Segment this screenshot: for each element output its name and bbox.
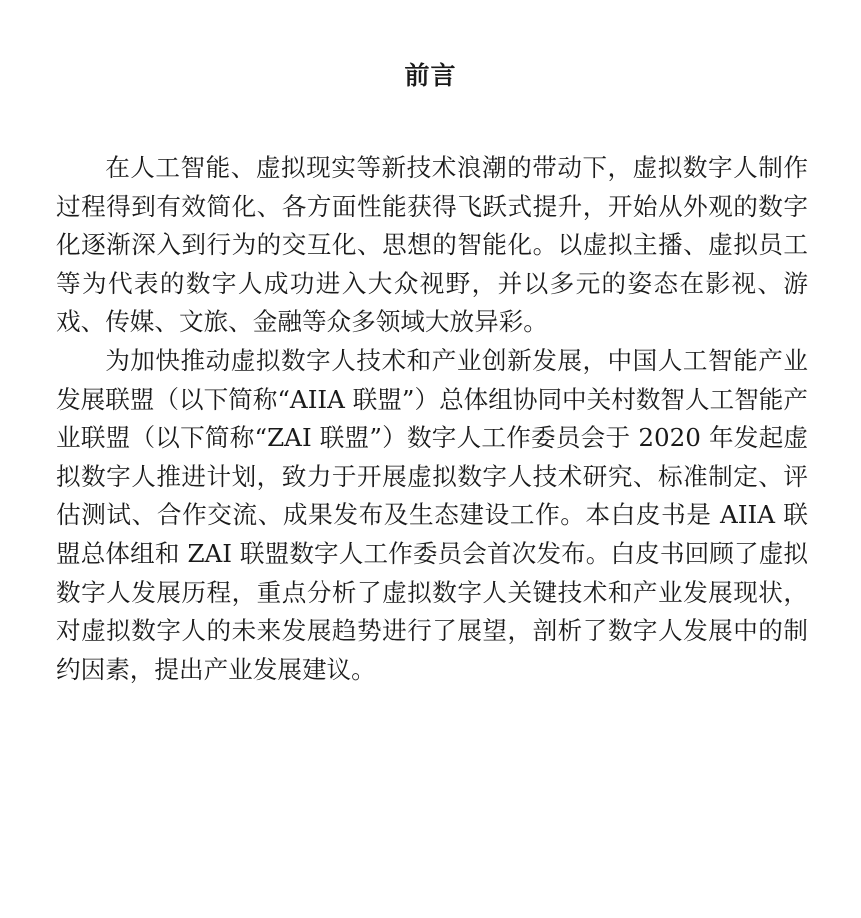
paragraph-2: 为加快推动虚拟数字人技术和产业创新发展，中国人工智能产业发展联盟（以下简称“AIIA 联盟”）总体组协同中关村数智人工智能产业联盟（以下简称“ZAI 联盟”）数字人工作委员会于 2020 年发起虚拟数字人推进计划，致力于开展虚拟数字人技术研究、标准制定、评估测试、合作交流、成果发布及生态建设工作。本白皮书是 AIIA 联盟总体组和 ZAI 联盟数字人工作委员会首次发布。白皮书回顾了虚拟数字人发展历程，重点分析了虚拟数字人关键技术和产业发展现状，对虚拟数字人的未来发展趋势进行了展望，剖析了数字人发展中的制约因素，提出产业发展建议。: [56, 345, 808, 684]
page-title: 前言: [404, 61, 457, 90]
paragraph-1: 在人工智能、虚拟现实等新技术浪潮的带动下，虚拟数字人制作过程得到有效简化、各方面性能获得飞跃式提升，开始从外观的数字化逐渐深入到行为的交互化、思想的智能化。以虚拟主播、虚拟员工等为代表的数字人成功进入大众视野，并以多元的姿态在影视、游戏、传媒、文旅、金融等众多领域大放异彩。: [56, 153, 808, 337]
body-text: [56, 149, 808, 689]
